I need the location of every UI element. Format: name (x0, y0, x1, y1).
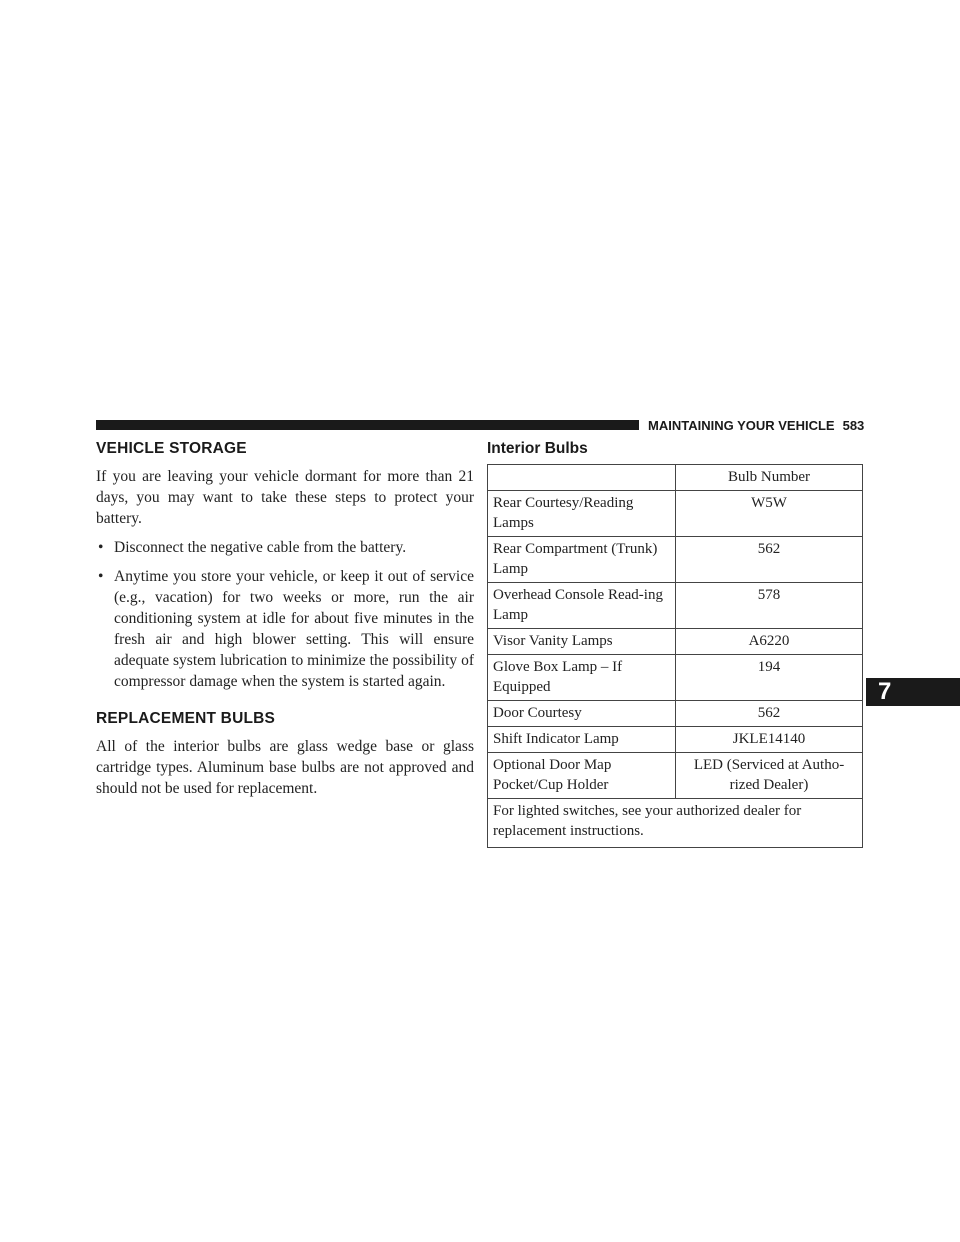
bulb-cell: 578 (676, 583, 863, 629)
table-header-row (488, 465, 863, 491)
table-row (488, 701, 863, 727)
lamp-cell: Glove Box Lamp – If Equipped (488, 655, 676, 701)
bullet-item: • Anytime you store your vehicle, or keep it out of service (e.g., vacation) for two weeks or more, run the air conditioning system at idle for about five minutes in the fresh air and high blower setting. This will ensure adequate system lubrication to minimize the possibility of compressor damage when the system is started again. (96, 566, 474, 692)
header-section-title: MAINTAINING YOUR VEHICLE (648, 418, 835, 433)
vehicle-storage-heading: VEHICLE STORAGE (96, 440, 247, 457)
running-header (648, 418, 864, 434)
replacement-bulbs-heading: REPLACEMENT BULBS (96, 710, 276, 727)
bulb-cell: 562 (676, 701, 863, 727)
table-header-bulb-number: Bulb Number (676, 465, 863, 491)
lamp-cell: Visor Vanity Lamps (488, 629, 676, 655)
bulb-cell: LED (Serviced at Autho-rized Dealer) (676, 753, 863, 799)
lamp-cell: Overhead Console Read-ing Lamp (488, 583, 676, 629)
bulb-cell: 562 (676, 537, 863, 583)
bulb-cell: W5W (676, 491, 863, 537)
table-row (488, 537, 863, 583)
table-row (488, 655, 863, 701)
bulb-cell: A6220 (676, 629, 863, 655)
chapter-tab: 7 (866, 678, 960, 706)
table-row (488, 727, 863, 753)
interior-bulbs-table (487, 464, 863, 848)
lamp-cell: Rear Courtesy/Reading Lamps (488, 491, 676, 537)
interior-bulbs-heading: Interior Bulbs (487, 440, 588, 457)
table-row (488, 629, 863, 655)
page-number: 583 (842, 418, 865, 433)
right-column (487, 440, 863, 848)
lamp-cell: Rear Compartment (Trunk) Lamp (488, 537, 676, 583)
table-row (488, 583, 863, 629)
header-rule (96, 420, 639, 430)
left-column (96, 440, 474, 799)
lamp-cell: Door Courtesy (488, 701, 676, 727)
vehicle-storage-intro: If you are leaving your vehicle dormant for more than 21 days, you may want to take these steps to protect your battery. (96, 468, 474, 527)
bulb-cell: JKLE14140 (676, 727, 863, 753)
lamp-cell: Shift Indicator Lamp (488, 727, 676, 753)
table-note: For lighted switches, see your authorized dealer for replacement instructions. (488, 799, 863, 848)
bullet-item: • Disconnect the negative cable from the battery. (96, 537, 474, 558)
table-row (488, 753, 863, 799)
replacement-bulbs-body: All of the interior bulbs are glass wedge base or glass cartridge types. Aluminum base bulbs are not approved and should not be used for replacement. (96, 738, 474, 797)
vehicle-storage-bullets (96, 537, 474, 692)
table-row (488, 491, 863, 537)
lamp-cell: Optional Door Map Pocket/Cup Holder (488, 753, 676, 799)
bulb-cell: 194 (676, 655, 863, 701)
table-header-empty (488, 465, 676, 491)
table-note-row (488, 799, 863, 848)
